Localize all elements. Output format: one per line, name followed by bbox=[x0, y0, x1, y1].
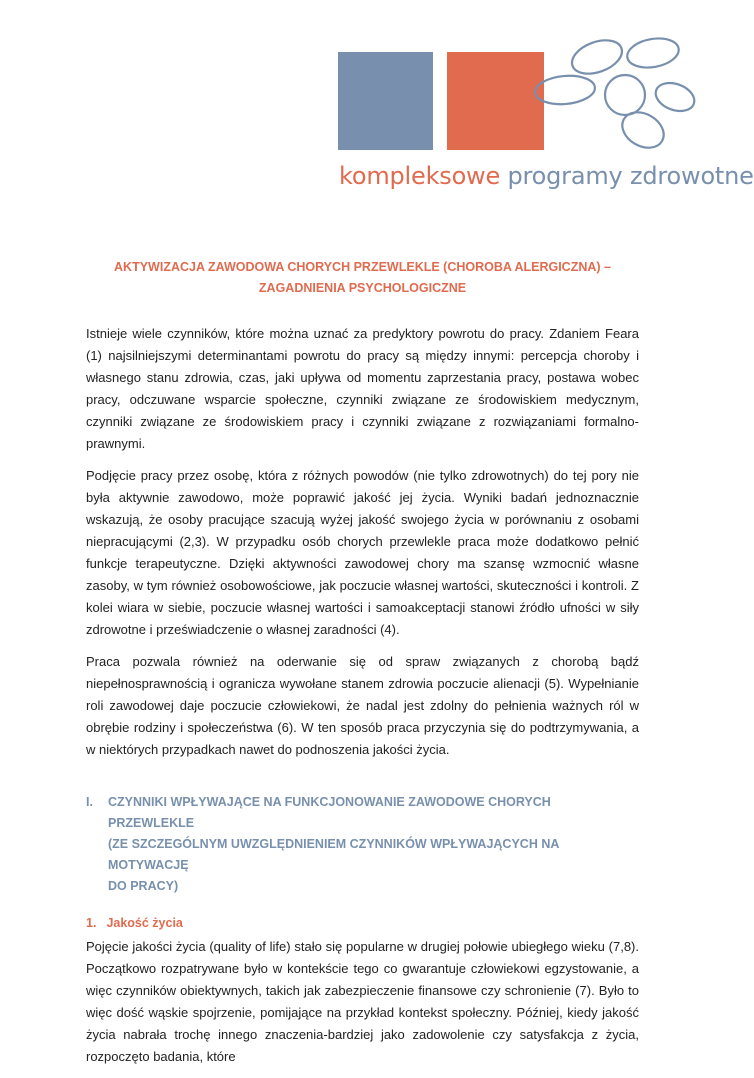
section-line-2: (ZE SZCZEGÓLNYM UWZGLĘDNIENIEM CZYNNIKÓW WPŁYWAJĄCYCH NA MOTYWACJĘ bbox=[108, 837, 559, 872]
subsection-paragraph: Pojęcie jakości życia (quality of life) stało się popularne w drugiej połowie ubiegłego wieku (7,8). Początkowo rozpatrywane było w kontekście tego co gwarantuje człowiekowi egzystowanie, a więc czynników obiektywnych, takich jak zabezpieczenie finansowe czy schronienie (7). Było to więc dość wąskie spojrzenie, pomijające na przykład kontekst społeczny. Później, kiedy jakość życia nabrała trochę innego znaczenia-bardziej jako zadowolenie czy satysfakcja z życia, rozpoczęto badania, które bbox=[86, 939, 639, 1064]
section-line-3: DO PRACY) bbox=[108, 879, 179, 893]
subsection-heading bbox=[86, 913, 639, 934]
title-line-1: AKTYWIZACJA ZAWODOWA CHORYCH PRZEWLEKLE (CHOROBA ALERGICZNA) – bbox=[114, 260, 611, 274]
paragraph-2: Podjęcie pracy przez osobę, która z różnych powodów (nie tylko zdrowotnych) do tej pory nie była aktywnie zawodowo, może poprawić jakość jej życia. Wyniki badań jednoznacznie wskazują, że osoby pracujące szacują wyżej jakość swojego życia w porównaniu z osobami niepracującymi (2,3). W przypadku osób chorych przewlekle praca może dodatkowo pełnić funkcje terapeutyczne. Dzięki aktywności zawodowej chory ma szansę wzmocnić własne zasoby, w tym również osobowościowe, jak poczucie własnej wartości, skuteczności i kontroli. Z kolei wiara w siebie, poczucie własnej wartości i samoakceptacji stanowi źródło ufności w siły zdrowotne i przeświadczenie o własnej zaradności (4). bbox=[86, 468, 639, 637]
document-body bbox=[86, 257, 639, 1078]
logo-blue-square bbox=[338, 52, 433, 150]
brand-part-1: kompleksowe bbox=[339, 162, 501, 190]
section-line-1: CZYNNIKI WPŁYWAJĄCE NA FUNKCJONOWANIE ZAWODOWE CHORYCH PRZEWLEKLE bbox=[108, 795, 551, 830]
logo-orange-square bbox=[447, 52, 544, 150]
section-number: I. bbox=[86, 795, 93, 809]
title-line-2: ZAGADNIENIA PSYCHOLOGICZNE bbox=[258, 281, 467, 295]
brand-wordmark bbox=[339, 162, 754, 190]
paragraph-1: Istnieje wiele czynników, które można uznać za predyktory powrotu do pracy. Zdaniem Feara (1) najsilniejszymi determinantami powrotu do pracy są między innymi: percepcja choroby i własnego stanu zdrowia, czas, jaki upływa od momentu zaprzestania pracy, postawa wobec pracy, odczuwane wsparcie społeczne, czynniki związane ze środowiskiem medycznym, czynniki związane ze środowiskiem pracy i czynniki związane z rozwiązaniami formalno-prawnymi. bbox=[86, 326, 639, 451]
paragraph-3: Praca pozwala również na oderwanie się od spraw związanych z chorobą bądź niepełnosprawnością i ogranicza wywołane stanem zdrowia poczucie alienacji (5). Wypełnianie roli zawodowej daje poczucie człowiekowi, że nadal jest zdolny do pełnienia ważnych ról w obrębie rodziny i społeczeństwa (6). W ten sposób praca przyczynia się do podtrzymywania, a w niektórych przypadkach nawet do podnoszenia jakości życia. bbox=[86, 654, 639, 757]
subsection-number: 1. bbox=[86, 916, 97, 930]
brand-part-2: programy zdrowotne bbox=[500, 162, 754, 190]
section-heading bbox=[86, 792, 639, 897]
subsection-title: Jakość życia bbox=[106, 916, 183, 930]
page-title bbox=[86, 257, 639, 299]
flower-outline-icon bbox=[535, 35, 695, 155]
